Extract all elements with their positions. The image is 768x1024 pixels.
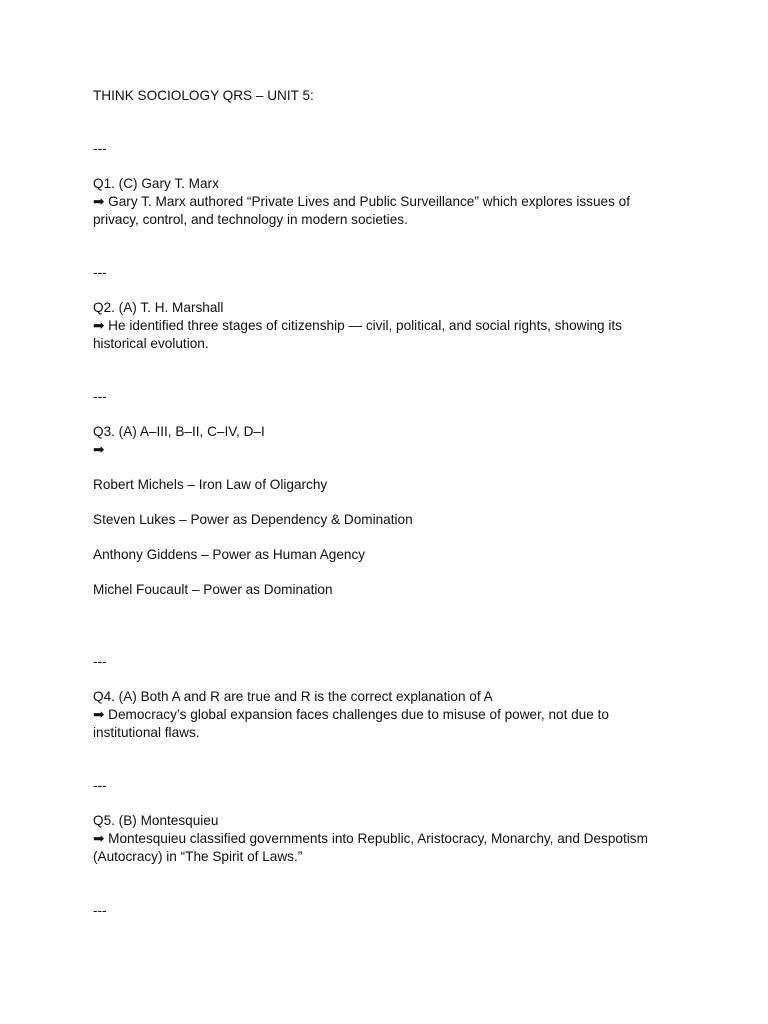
question-5-explanation: ➡ Montesquieu classified governments into Republic, Aristocracy, Monarchy, and Despotism (Autocracy) in “The Spirit of Laws.” [93, 831, 648, 864]
question-1-explanation: ➡ Gary T. Marx authored “Private Lives and Public Surveillance” which explores issues of privacy, control, and technology in modern societies. [93, 194, 630, 227]
match-item-3: Anthony Giddens – Power as Human Agency [93, 547, 366, 562]
arrow-icon: ➡ [93, 442, 105, 457]
question-4-heading: Q4. (A) Both A and R are true and R is the correct explanation of A [93, 689, 493, 704]
question-5-heading: Q5. (B) Montesquieu [93, 813, 219, 828]
separator: --- [93, 903, 107, 918]
separator: --- [93, 265, 107, 280]
separator: --- [93, 389, 107, 404]
match-item-4: Michel Foucault – Power as Domination [93, 582, 333, 597]
question-2-heading: Q2. (A) T. H. Marshall [93, 300, 224, 315]
separator: --- [93, 654, 107, 669]
question-3-heading: Q3. (A) A–III, B–II, C–IV, D–I [93, 424, 265, 439]
question-2-explanation: ➡ He identified three stages of citizenship — civil, political, and social rights, showing its historical evolution. [93, 318, 622, 351]
match-item-1: Robert Michels – Iron Law of Oligarchy [93, 477, 328, 492]
question-4-explanation: ➡ Democracy’s global expansion faces challenges due to misuse of power, not due to institutional flaws. [93, 707, 609, 740]
match-item-2: Steven Lukes – Power as Dependency & Domination [93, 512, 413, 527]
document-title: THINK SOCIOLOGY QRS – UNIT 5: [93, 88, 314, 103]
question-1-heading: Q1. (C) Gary T. Marx [93, 176, 219, 191]
separator: --- [93, 778, 107, 793]
separator: --- [93, 141, 107, 156]
